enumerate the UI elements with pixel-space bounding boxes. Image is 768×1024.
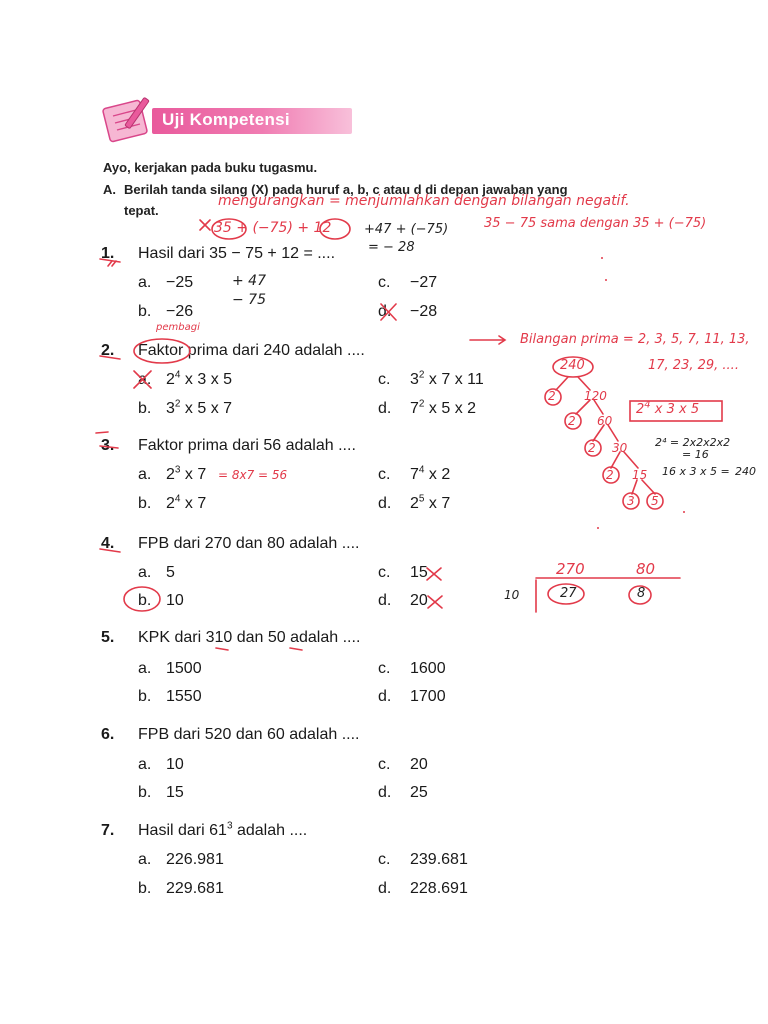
- option-letter[interactable]: d.: [378, 495, 392, 512]
- option-letter[interactable]: c.: [378, 564, 391, 581]
- option-value: 1600: [410, 660, 446, 677]
- option-letter[interactable]: b.: [138, 400, 152, 417]
- power-base: 3: [410, 371, 419, 388]
- option-letter[interactable]: d.: [378, 303, 392, 320]
- power-exponent: 4: [418, 464, 425, 476]
- question-text-rest: adalah ....: [232, 822, 308, 839]
- intro-line: Ayo, kerjakan pada buku tugasmu.: [103, 160, 318, 175]
- option-letter[interactable]: d.: [378, 880, 392, 897]
- circle-mark: [629, 586, 651, 604]
- circle-mark: [647, 493, 663, 509]
- option-value: 15: [410, 564, 428, 581]
- question-text: Hasil dari 35 − 75 + 12 = ....: [138, 245, 336, 262]
- power-exponent: 2: [418, 398, 425, 410]
- option-letter[interactable]: b.: [138, 880, 152, 897]
- tree-leaf: 2: [606, 468, 614, 482]
- option-letter[interactable]: a.: [138, 466, 152, 483]
- circle-mark: [124, 587, 160, 611]
- option-value: 1500: [166, 660, 202, 677]
- tree-branch: [632, 480, 655, 494]
- dot-mark: [597, 527, 599, 529]
- tick-mark: [108, 261, 116, 266]
- factor-rest: x 3 x 5: [650, 402, 700, 417]
- factor-rest: x 7 x 11: [424, 371, 484, 388]
- circle-mark: [585, 440, 601, 456]
- circle-mark: [565, 413, 581, 429]
- circle-mark: [553, 357, 593, 377]
- option-letter[interactable]: d.: [378, 784, 392, 801]
- option-letter[interactable]: a.: [138, 564, 152, 581]
- ladder-value: 27: [560, 586, 577, 601]
- option-value: 1550: [166, 688, 202, 705]
- circle-mark: [548, 584, 584, 604]
- answer-cross-mark: [134, 371, 151, 388]
- option-value: 20: [410, 592, 428, 609]
- handwritten-calc: = 16: [682, 448, 709, 461]
- tree-leaf: 5: [651, 494, 659, 508]
- option-value: −27: [410, 274, 438, 291]
- tree-leaf: 3: [627, 494, 635, 508]
- handwritten-calc: 2⁴ = 2x2x2x2: [655, 436, 731, 449]
- instruction-line-2: tepat.: [124, 203, 159, 218]
- question-text: KPK dari 310 dan 50 adalah ....: [138, 629, 361, 646]
- instruction-line-1: Berilah tanda silang (X) pada huruf a, b, c atau d di depan jawaban yang: [124, 182, 568, 197]
- section-letter: A.: [103, 182, 116, 197]
- handwritten-work-2: − 75: [232, 292, 266, 308]
- question-number: 7.: [101, 822, 115, 839]
- option-letter[interactable]: d.: [378, 592, 392, 609]
- option-letter[interactable]: b.: [138, 784, 152, 801]
- answer-cross-mark: [427, 568, 441, 580]
- answer-box-mark: [630, 401, 722, 421]
- tree-node: 120: [584, 389, 607, 403]
- factor-rest: x 3 x 5: [180, 371, 233, 388]
- option-letter[interactable]: a.: [138, 274, 152, 291]
- option-value: 20: [410, 756, 428, 773]
- option-letter[interactable]: b.: [138, 495, 152, 512]
- power-base: 2: [166, 371, 175, 388]
- circle-mark: [603, 467, 619, 483]
- option-letter[interactable]: b.: [138, 688, 152, 705]
- answer-cross-mark: [428, 596, 442, 608]
- ladder-value: 270: [556, 560, 585, 578]
- handwritten-work-1: + 47: [232, 273, 266, 289]
- question-text: FPB dari 520 dan 60 adalah ....: [138, 726, 360, 743]
- arrow-mark: [470, 336, 505, 344]
- option-letter[interactable]: b.: [138, 303, 152, 320]
- ladder-value: 80: [636, 560, 656, 578]
- factor-rest: x 2: [424, 466, 451, 483]
- option-letter[interactable]: c.: [378, 274, 391, 291]
- handwritten-prime-list-cont: 17, 23, 29, ....: [648, 358, 739, 373]
- tree-node: 15: [632, 468, 648, 482]
- ladder-value: 8: [637, 586, 646, 601]
- option-letter[interactable]: c.: [378, 851, 391, 868]
- power-exponent: 3: [174, 464, 181, 476]
- tree-node: 60: [597, 414, 613, 428]
- question-text-rest: prima dari 240 adalah ....: [183, 342, 365, 359]
- option-letter[interactable]: a.: [138, 851, 152, 868]
- question-underline-mark: [100, 356, 120, 359]
- tree-branch: [556, 377, 590, 390]
- dot-mark: [605, 279, 607, 281]
- factor-rest: x 7: [180, 495, 207, 512]
- question-keyword: Faktor: [138, 342, 184, 359]
- question-text: FPB dari 270 dan 80 adalah ....: [138, 535, 360, 552]
- option-letter[interactable]: a.: [138, 660, 152, 677]
- power-exponent: 4: [644, 399, 651, 411]
- handwritten-label-pembagi: pembagi: [156, 322, 200, 333]
- tree-node: 30: [612, 441, 628, 455]
- handwritten-expression: +47 + (−75): [364, 222, 449, 237]
- power-base: 7: [410, 400, 419, 417]
- option-value: 226.981: [166, 851, 224, 868]
- tree-branch: [576, 400, 603, 414]
- power-exponent: 3: [226, 820, 233, 832]
- option-value: 228.691: [410, 880, 468, 897]
- tree-root: 240: [560, 358, 585, 373]
- question-text: Faktor prima dari 56 adalah ....: [138, 437, 356, 454]
- power-exponent: 5: [418, 493, 425, 505]
- option-value: 1700: [410, 688, 446, 705]
- circle-mark: [134, 339, 190, 363]
- option-value: 239.681: [410, 851, 468, 868]
- question-number: 1.: [101, 245, 115, 262]
- handwritten-expression-circled: 35 + (−75) + 12: [214, 220, 332, 236]
- power-base: 2: [166, 495, 175, 512]
- option-value: 229.681: [166, 880, 224, 897]
- tree-leaf: 2: [548, 389, 556, 403]
- handwritten-calc-answer: 240: [735, 465, 756, 478]
- factor-rest: x 7: [424, 495, 451, 512]
- power-exponent: 2: [418, 369, 425, 381]
- stray-dots: [597, 257, 685, 529]
- handwritten-result: = − 28: [368, 240, 415, 255]
- circle-mark: [623, 493, 639, 509]
- tree-branch: [593, 425, 618, 441]
- option-letter[interactable]: d.: [378, 688, 392, 705]
- dot-mark: [601, 257, 603, 259]
- factor-rest: x 7: [180, 466, 207, 483]
- question-number: 4.: [101, 535, 115, 552]
- option-letter[interactable]: d.: [378, 400, 392, 417]
- option-letter[interactable]: a.: [138, 756, 152, 773]
- option-value: 25: [410, 784, 428, 801]
- question-number: 2.: [101, 342, 115, 359]
- option-value: −28: [410, 303, 438, 320]
- question-underline-mark: [100, 259, 120, 262]
- tree-leaf: 2: [568, 414, 576, 428]
- dot-mark: [683, 511, 685, 513]
- option-letter[interactable]: c.: [378, 756, 391, 773]
- option-value: 10: [166, 592, 184, 609]
- question-underline-mark: [96, 432, 118, 448]
- handwritten-note-q3: = 8x7 = 56: [218, 468, 288, 482]
- power-base: 2: [166, 466, 175, 483]
- power-exponent: 2: [174, 398, 181, 410]
- circle-mark: [212, 219, 246, 239]
- power-base: 3: [166, 400, 175, 417]
- ladder-divisor: 10: [504, 588, 520, 602]
- circle-mark: [320, 219, 350, 239]
- power-base: 2: [410, 495, 419, 512]
- option-value: 5: [166, 564, 175, 581]
- option-value: 10: [166, 756, 184, 773]
- power-exponent: 4: [174, 369, 181, 381]
- page-title: Uji Kompetensi: [162, 110, 290, 129]
- option-letter[interactable]: a.: [138, 371, 152, 388]
- underline-mark: [216, 648, 302, 650]
- question-number: 6.: [101, 726, 115, 743]
- option-value: −25: [166, 274, 194, 291]
- answer-cross-mark: [381, 304, 396, 320]
- star-mark: [200, 220, 210, 230]
- power-exponent: 4: [174, 493, 181, 505]
- handwritten-calc: 16 x 3 x 5 =: [662, 465, 730, 478]
- circle-mark: [545, 389, 561, 405]
- handwritten-note-negative: mengurangkan = menjumlahkan dengan bilangan negatif.: [218, 193, 630, 209]
- factor-rest: x 5 x 7: [180, 400, 233, 417]
- question-number: 5.: [101, 629, 115, 646]
- option-letter[interactable]: b.: [138, 592, 152, 609]
- question-text-start: Hasil dari 61: [138, 822, 227, 839]
- option-value: 15: [166, 784, 184, 801]
- option-value: −26: [166, 303, 194, 320]
- power-base: 2: [636, 402, 645, 417]
- option-letter[interactable]: c.: [378, 466, 391, 483]
- power-base: 7: [410, 466, 419, 483]
- tree-leaf: 2: [588, 441, 596, 455]
- question-number: 3.: [101, 437, 115, 454]
- question-underline-mark: [100, 549, 120, 552]
- handwritten-equivalence-note: 35 − 75 sama dengan 35 + (−75): [484, 216, 707, 231]
- handwritten-prime-list: Bilangan prima = 2, 3, 5, 7, 11, 13,: [520, 332, 750, 347]
- option-letter[interactable]: c.: [378, 371, 391, 388]
- option-letter[interactable]: c.: [378, 660, 391, 677]
- factor-rest: x 5 x 2: [424, 400, 477, 417]
- tree-branch: [611, 452, 638, 468]
